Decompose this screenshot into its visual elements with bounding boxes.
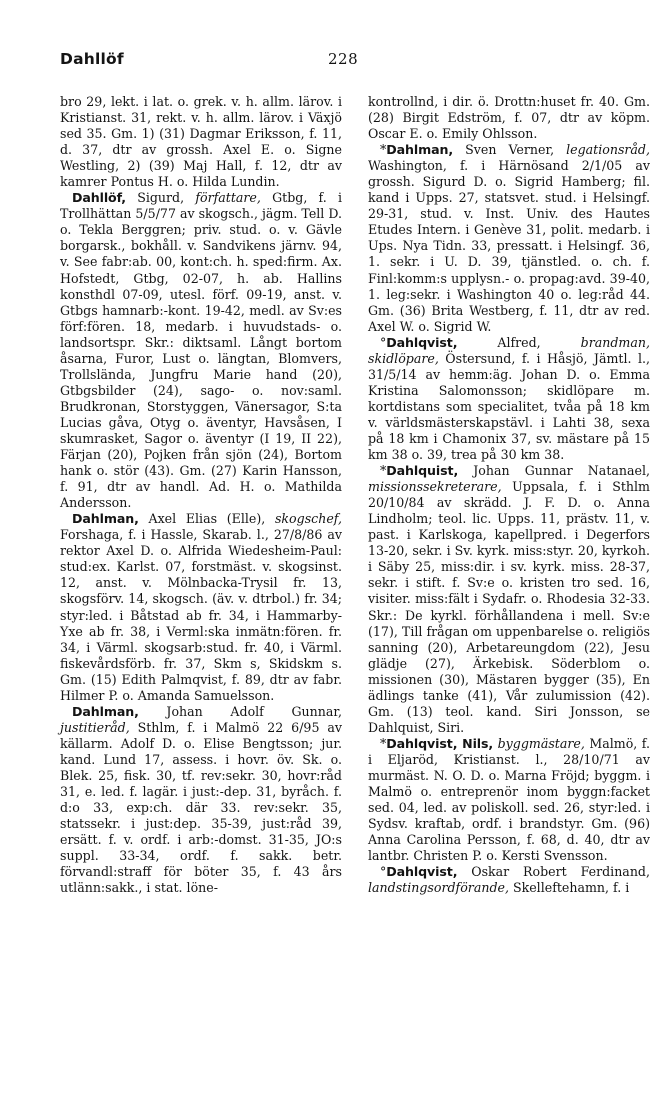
entry-text: Forshaga, f. i Hassle, Skarab. l., 27/8/86 av rektor Axel D. o. Alfrida Wiedesheim-Paul: stud:ex. Karlst. 07, forstmäst. v. skogsinst. 12, anst. v. Mölnbacka-Trysil fr. 13, skogsförv. 14, skogsch. (äv. v. dtrbol.) fr. 34; styr:led. i Båtstad ab fr. 34, i Hammarby-Yxe ab fr. 38, i Verml:ska inmätn:fören. fr. 34, i Värml. skogsarb:stud. fr. 40, i Värml. fiskevårdsförb. fr. 37, Skm s, Skidskm s. Gm. (15) Edith Palmqvist, f. 89, dtr av fabr. Hilmer P. o. Amanda Samuelsson. <box>60 527 342 703</box>
biographical-entry <box>60 511 342 704</box>
left-column <box>60 94 342 896</box>
entry-given-names: Johan Gunnar Natanael, <box>458 463 650 479</box>
entry-text: bro 29, lekt. i lat. o. grek. v. h. allm. lärov. i Kristianst. 31, rekt. v. h. allm. lärov. i Växjö sed 35. Gm. 1) (31) Dagmar Eriksson, f. 11, d. 37, dtr av grossh. Axel E. o. Signe Westling, 2) (39) Maj Hall, f. 12, dtr av kamrer Pontus H. o. Hilda Lundin. <box>60 94 342 190</box>
entry-occupation: författare, <box>195 190 261 206</box>
running-head: Dahllöf <box>60 50 124 68</box>
entry-prefix: * <box>380 463 387 479</box>
biographical-entry <box>368 864 650 896</box>
entry-continuation <box>368 94 650 142</box>
entry-text: Gtbg, f. i Trollhättan 5/5/77 av skogsch., jägm. Tell D. o. Tekla Berggren; priv. stud. o. v. Gävle borgarsk., bokhåll. v. Sandvikens järnv. 94, v. See fabr:ab. 00, kont:ch. h. sped:firm. Ax. Hofstedt, Gtbg, 02-07, h. ab. Hallins konsthdl 07-09, utesl. förf. 09-19, anst. v. Gtbgs hamnarb:-kont. 19-42, medl. av Sv:es förf:fören. 18, medarb. i huvudstads- o. landsortspr. Skr.: diktsaml. Långt bortom åsarna, Furor, Lust o. längtan, Blomvers, Trollslända, Jungfru Marie hand (20), Gtbgsbilder (24), sago- o. nov:saml. Brudkronan, Storstyggen, Vänersagor, S:ta Lucias gåva, Otyg o. äventyr, Havsåsen, I skumrasket, Sagor o. äventyr (I 19, II 22), Färjan (20), Pojken från sjön (24), Bortom hank o. stör (43). Gm. (27) Karin Hansson, f. 91, dtr av handl. Ad. H. o. Mathilda Andersson. <box>60 190 342 511</box>
entry-text: Washington, f. i Härnösand 2/1/05 av grossh. Sigurd D. o. Sigrid Hamberg; fil. kand i Upps. 27, statsvet. stud. i Helsingf. 29-31, stud. v. Inst. Univ. des Hautes Etudes Intern. i Genève 31, polit. medarb. i Ups. Nya Tidn. 33, pressatt. i Helsingf. 36, 1. sekr. i U. D. 39, tjänstled. o. ch. f. Finl:komm:s upplysn.- o. propag:avd. 39-40, 1. leg:sekr. i Washington 40 o. leg:råd 44. Gm. (36) Brita Westberg, f. 11, dtr av red. Axel W. o. Sigrid W. <box>368 158 650 334</box>
entry-given-names: Alfred, <box>457 334 581 350</box>
entry-given-names: Sigurd, <box>125 190 196 206</box>
entry-surname: Dahlqvist, <box>386 334 458 350</box>
entry-text: Sthlm, f. i Malmö 22 6/95 av källarm. Adolf D. o. Elise Bengtsson; jur. kand. Lund 17, assess. i hovr. öv. Sk. o. Blek. 25, fisk. 30, tf. rev:sekr. 30, hovr:råd 31, e. led. f. lagär. i just:-dep. 31, byråch. f. d:o 33, exp:ch. där 33. rev:sekr. 35, statssekr. i just:dep. 35-39, just:råd 39, ersätt. f. v. ordf. i arb:-domst. 31-35, JO:s suppl. 33-34, ordf. f. sakk. betr. förvandl:straff för böter 35, f. 43 års utlänn:sakk., i stat. löne- <box>60 719 342 896</box>
right-column <box>368 94 650 896</box>
biographical-entry <box>60 190 342 511</box>
biographical-entry <box>60 704 342 897</box>
page-number: 228 <box>328 50 359 68</box>
entry-given-names: Oskar Robert Ferdinand, <box>457 864 650 880</box>
entry-occupation: skogschef, <box>274 511 342 527</box>
entry-prefix: * <box>380 142 387 158</box>
entry-surname: Dahlquist, <box>386 463 459 479</box>
entry-occupation: landstingsordförande, <box>368 880 509 896</box>
entry-occupation: justitieråd, <box>60 719 130 735</box>
entry-surname: Dahlqvist, Nils, <box>386 735 494 751</box>
biographical-entry <box>368 736 650 864</box>
entry-prefix: * <box>380 735 387 751</box>
entry-text: Skelleftehamn, f. i <box>508 880 630 896</box>
entry-text: kontrollnd, i dir. ö. Drottn:huset fr. 40. Gm. (28) Birgit Edström, f. 07, dtr av köpm. Oscar E. o. Emily Ohlsson. <box>368 94 650 142</box>
entry-given-names: Axel Elias (Elle), <box>138 511 275 527</box>
entry-text: Malmö, f. i Eljaröd, Kristianst. l., 28/10/71 av murmäst. N. O. D. o. Marna Fröjd; byggm. i Malmö o. entreprenör inom byggn:facket sed. 04, led. av poliskoll. sed. 26, styr:led. i Sydsv. kraftab, ordf. i brandstyr. Gm. (96) Anna Carolina Persson, f. 68, d. 40, dtr av lantbr. Christen P. o. Kersti Svensson. <box>368 735 650 864</box>
biographical-entry <box>368 142 650 335</box>
biographical-entry <box>368 335 650 463</box>
entry-surname: Dahlman, <box>386 142 454 158</box>
entry-text: Uppsala, f. i Sthlm 20/10/84 av skrädd. J. F. D. o. Anna Lindholm; teol. lic. Upps. 11, prästv. 11, v. past. i Karlskoga, kapellpred. i Degerfors 13-20, sekr. i Sv. kyrk. miss:styr. 20, kyrkoh. i Säby 25, miss:dir. i sv. kyrk. miss. 28-37, sekr. i stift. f. Sv:e o. kristen tro sed. 16, visiter. miss:fält i Sydafr. o. Rhodesia 32-33. Skr.: De kyrkl. förhållandena i mell. Sv:e (17), Till frågan om uppenbarelse o. religiös sanning (20), Arbetareungdom (22), Jesu glädje (27), Ärkebisk. Söderblom o. missionen (30), Mästaren bygger (35), En ädlings tanke (41), Vår zulumission (42). Gm. (13) teol. kand. Siri Jonsson, se Dahlquist, Siri. <box>368 479 650 735</box>
entry-occupation: legationsråd, <box>566 142 650 158</box>
entry-surname: Dahlman, <box>72 511 139 527</box>
entry-given-names: Sven Verner, <box>453 142 567 158</box>
page-header <box>60 50 628 78</box>
biographical-entry <box>368 463 650 736</box>
entry-prefix: ° <box>380 334 387 350</box>
entry-occupation: byggmästare, <box>497 735 585 751</box>
entry-surname: Dahllöf, <box>72 190 126 206</box>
entry-text: Östersund, f. i Håsjö, Jämtl. l., 31/5/14 av hemm:äg. Johan D. o. Emma Kristina Salomonsson; skidlöpare m. kortdistans som specialitet, tvåa på 18 km v. världsmästerskapstävl. i Lahti 38, sexa på 18 km i Chamonix 37, sv. mästare på 15 km 38 o. 39, trea på 30 km 38. <box>368 350 650 463</box>
entry-surname: Dahlman, <box>72 703 139 719</box>
entry-prefix: ° <box>380 864 387 880</box>
entry-surname: Dahlqvist, <box>386 864 458 880</box>
entry-given-names: Johan Adolf Gunnar, <box>138 703 342 719</box>
entry-occupation: missionssekreterare, <box>368 479 502 495</box>
entry-continuation <box>60 94 342 190</box>
entry-occupation: brandman, skidlöpare, <box>368 334 650 366</box>
